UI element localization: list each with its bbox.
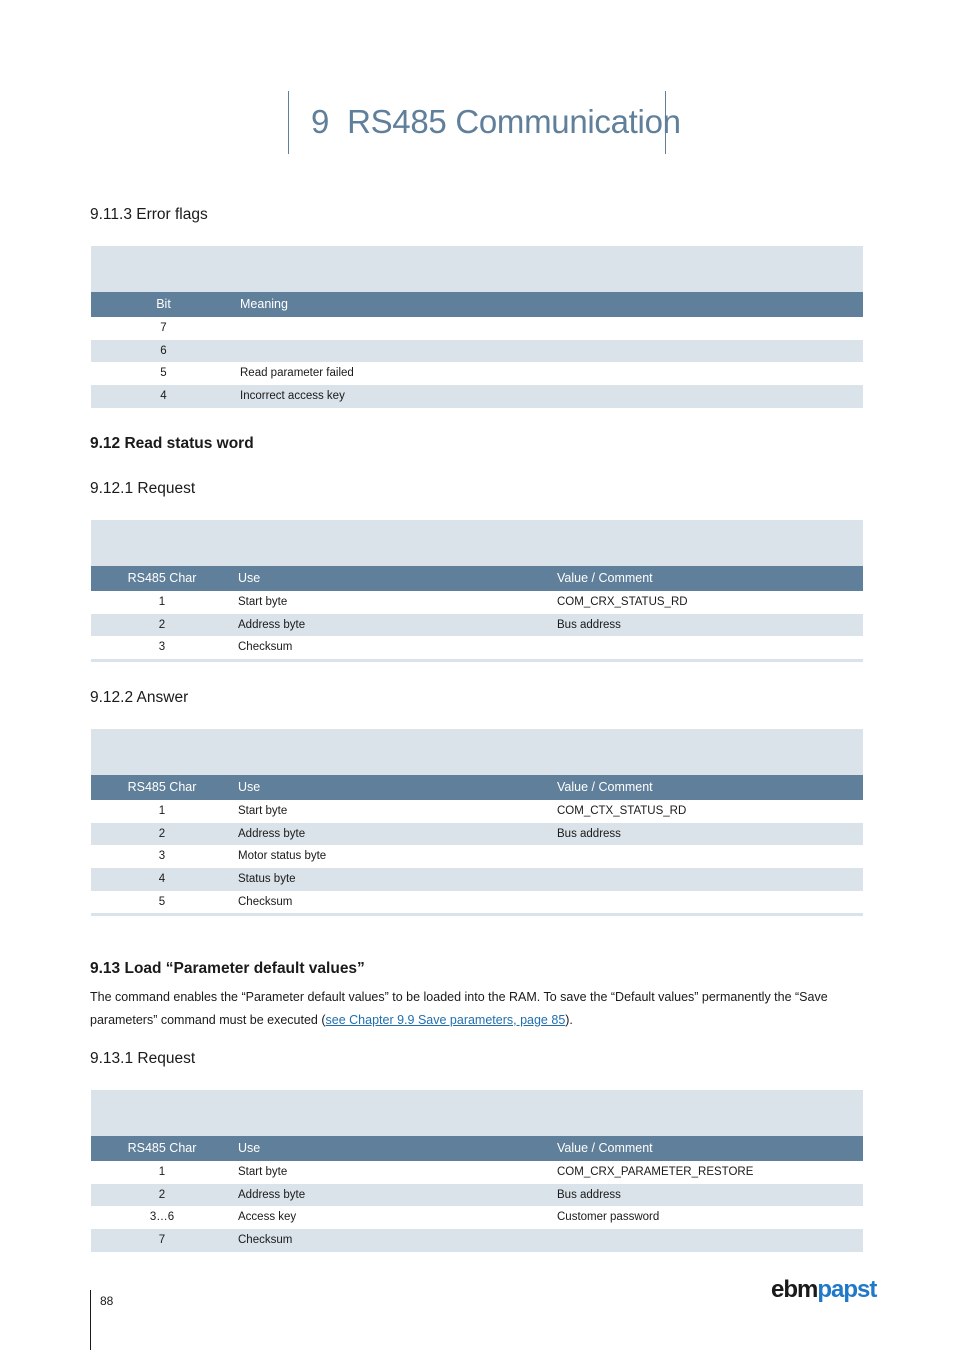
cell-char: 1 [158, 1166, 166, 1178]
cell-use: Checksum [238, 895, 293, 908]
section-heading-error-flags: 9.11.3 Error flags [90, 206, 208, 223]
chapter-number: 9 [311, 103, 330, 140]
table-header [91, 1136, 863, 1161]
table-row [91, 1184, 863, 1207]
section-heading-read-status: 9.12 Read status word [90, 435, 254, 452]
table-row [91, 891, 863, 917]
table-header [91, 775, 863, 800]
cell-use: Motor status byte [238, 850, 327, 863]
table-title-band [91, 1090, 863, 1136]
header-use: Use [238, 780, 261, 794]
chapter-name: RS485 Communication [347, 103, 681, 140]
cell-use: Address byte [238, 1188, 306, 1201]
cell-char: 1 [158, 805, 166, 817]
cell-char: 2 [158, 827, 166, 840]
cell-char: 2 [158, 618, 166, 631]
cell-bit: 6 [160, 344, 167, 357]
cell-value: COM_CRX_PARAMETER_RESTORE [557, 1166, 754, 1178]
cell-meaning: Incorrect access key [240, 390, 345, 403]
cell-char: 7 [158, 1234, 166, 1247]
header-rs485-char: RS485 Char [127, 780, 197, 794]
cell-char: 2 [158, 1188, 166, 1201]
paragraph-text-before: The command enables the “Parameter default values” to be loaded into the RAM. To save the “Default values” permanently the “Save parameters” command must be executed ( [90, 990, 828, 1027]
cell-value: Bus address [557, 1188, 621, 1201]
ebmpapst-logo [771, 1276, 876, 1304]
header-value-comment: Value / Comment [557, 1141, 653, 1155]
error-flags-table [91, 246, 863, 408]
cell-meaning: Read parameter failed [240, 367, 354, 380]
cell-value: Bus address [557, 618, 621, 631]
header-rs485-char: RS485 Char [127, 1141, 197, 1155]
cell-bit: 4 [160, 390, 167, 403]
chapter-header [288, 91, 681, 154]
table-row [91, 362, 863, 385]
table-row [91, 636, 863, 662]
header-use: Use [238, 571, 261, 585]
table-row [91, 591, 863, 614]
logo-ebm: ebm [771, 1276, 818, 1303]
section-heading-load-defaults: 9.13 Load “Parameter default values” [90, 960, 365, 977]
header-meaning: Meaning [240, 297, 288, 311]
cell-use: Address byte [238, 827, 306, 840]
read-status-answer-table [91, 729, 863, 916]
header-bit: Bit [156, 297, 171, 311]
section-heading-load-defaults-request: 9.13.1 Request [90, 1050, 196, 1067]
header-rs485-char: RS485 Char [127, 571, 197, 585]
cell-char: 3…6 [149, 1211, 175, 1224]
table-row [91, 845, 863, 868]
cell-value: Customer password [557, 1211, 660, 1224]
table-row [91, 1161, 863, 1184]
header-use: Use [238, 1141, 261, 1155]
section-heading-read-status-request: 9.12.1 Request [90, 480, 196, 497]
cell-char: 3 [158, 641, 166, 654]
cell-bit: 7 [160, 322, 167, 334]
cell-use: Access key [238, 1211, 297, 1224]
paragraph-text-after: ). [565, 1013, 573, 1027]
cell-char: 1 [158, 596, 166, 608]
header-value-comment: Value / Comment [557, 780, 653, 794]
cell-value: Bus address [557, 827, 621, 840]
chapter-title [311, 103, 681, 141]
table-title-band [91, 729, 863, 775]
page-number: 88 [100, 1294, 114, 1308]
footer-rule [90, 1290, 91, 1350]
logo-papst: papst [817, 1276, 877, 1303]
cell-value: COM_CRX_STATUS_RD [557, 596, 688, 608]
cell-char: 4 [158, 873, 166, 886]
cell-use: Start byte [238, 596, 288, 608]
table-row [91, 614, 863, 637]
header-value-comment: Value / Comment [557, 571, 653, 585]
load-defaults-paragraph [90, 986, 860, 1032]
chapter-reference-link[interactable]: see Chapter 9.9 Save parameters, page 85 [325, 1013, 566, 1027]
cell-value: COM_CTX_STATUS_RD [557, 805, 687, 817]
table-row [91, 1206, 863, 1229]
cell-use: Start byte [238, 805, 288, 817]
table-title-band [91, 520, 863, 566]
table-header [91, 566, 863, 591]
cell-use: Checksum [238, 641, 293, 654]
cell-use: Start byte [238, 1166, 288, 1178]
cell-char: 3 [158, 850, 166, 863]
cell-bit: 5 [160, 367, 167, 380]
cell-use: Status byte [238, 873, 296, 886]
cell-use: Checksum [238, 1234, 293, 1247]
table-header [91, 292, 863, 317]
read-status-request-table [91, 520, 863, 662]
table-row [91, 800, 863, 823]
table-row [91, 1229, 863, 1252]
table-row [91, 868, 863, 891]
table-row [91, 340, 863, 363]
table-row [91, 823, 863, 846]
cell-char: 5 [158, 895, 166, 908]
table-title-band [91, 246, 863, 292]
cell-use: Address byte [238, 618, 306, 631]
table-row [91, 385, 863, 408]
section-heading-read-status-answer: 9.12.2 Answer [90, 689, 189, 706]
load-defaults-request-table [91, 1090, 863, 1252]
table-row [91, 317, 863, 340]
